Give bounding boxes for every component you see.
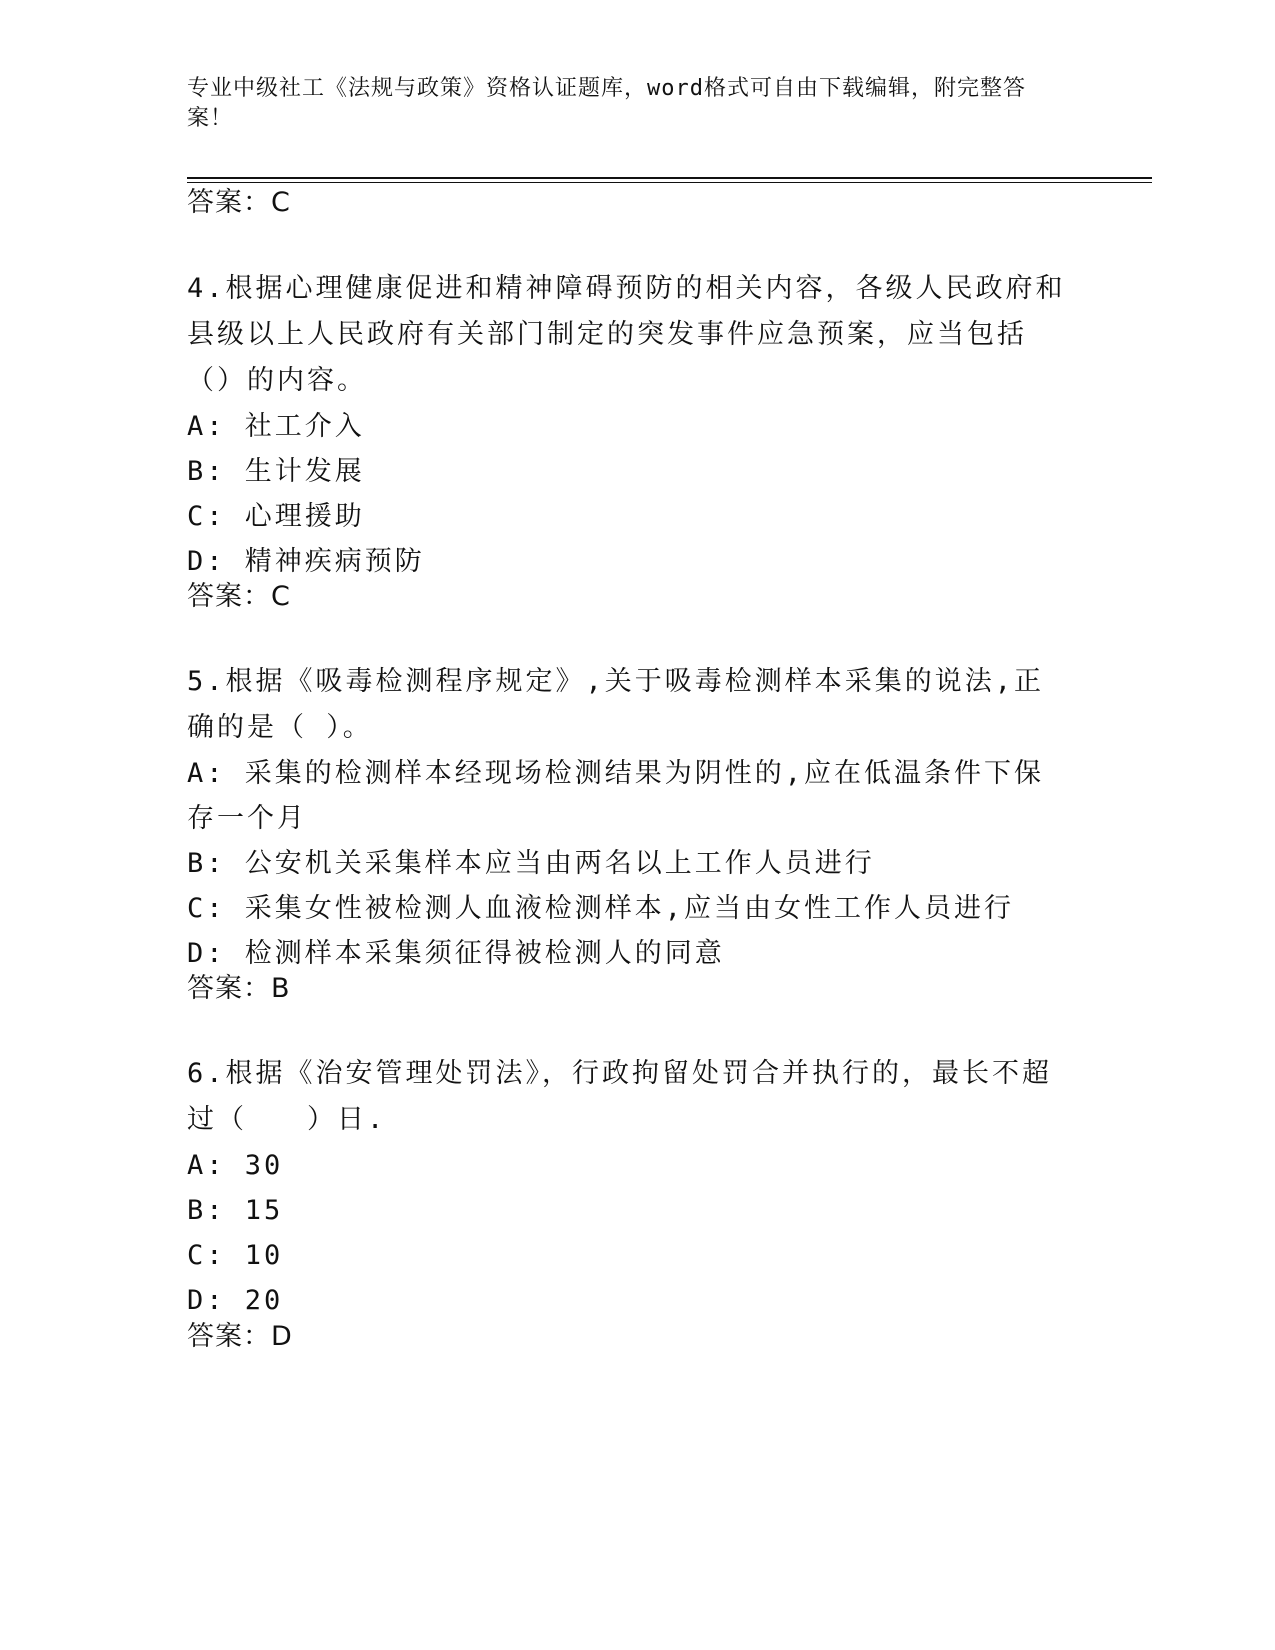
option-a: A: 社工介入 <box>187 411 365 442</box>
question-6 <box>187 1051 1067 1323</box>
question-5 <box>187 659 1067 976</box>
option-b: B: 15 <box>187 1195 284 1226</box>
answer-4: 答案：C <box>187 581 291 612</box>
header-rule-thin <box>187 182 1152 183</box>
option-d: D: 精神疾病预防 <box>187 546 425 577</box>
option-a: A: 采集的检测样本经现场检测结果为阴性的,应在低温条件下保存一个月 <box>187 758 1045 834</box>
question-stem: 5.根据《吸毒检测程序规定》,关于吸毒检测样本采集的说法,正确的是（ ）。 <box>187 666 1045 743</box>
option-d: D: 20 <box>187 1285 284 1316</box>
option-b: B: 公安机关采集样本应当由两名以上工作人员进行 <box>187 848 875 879</box>
question-stem: 4.根据心理健康促进和精神障碍预防的相关内容，各级人民政府和县级以上人民政府有关部门制定的突发事件应急预案，应当包括（）的内容。 <box>187 273 1066 396</box>
option-d: D: 检测样本采集须征得被检测人的同意 <box>187 938 725 969</box>
option-b: B: 生计发展 <box>187 456 365 487</box>
document-header: 专业中级社工《法规与政策》资格认证题库，word格式可自由下载编辑，附完整答案！ <box>187 76 1026 131</box>
option-c: C: 心理援助 <box>187 501 365 532</box>
option-a: A: 30 <box>187 1150 284 1181</box>
header-rule-thick <box>187 177 1152 179</box>
option-c: C: 10 <box>187 1240 284 1271</box>
question-stem: 6.根据《治安管理处罚法》，行政拘留处罚合并执行的，最长不超过（ ）日. <box>187 1058 1053 1135</box>
question-4 <box>187 266 1067 584</box>
answer-6: 答案：D <box>187 1321 293 1352</box>
answer-5: 答案：B <box>187 973 291 1004</box>
previous-answer: 答案：C <box>187 187 291 218</box>
option-c: C: 采集女性被检测人血液检测样本,应当由女性工作人员进行 <box>187 893 1015 924</box>
